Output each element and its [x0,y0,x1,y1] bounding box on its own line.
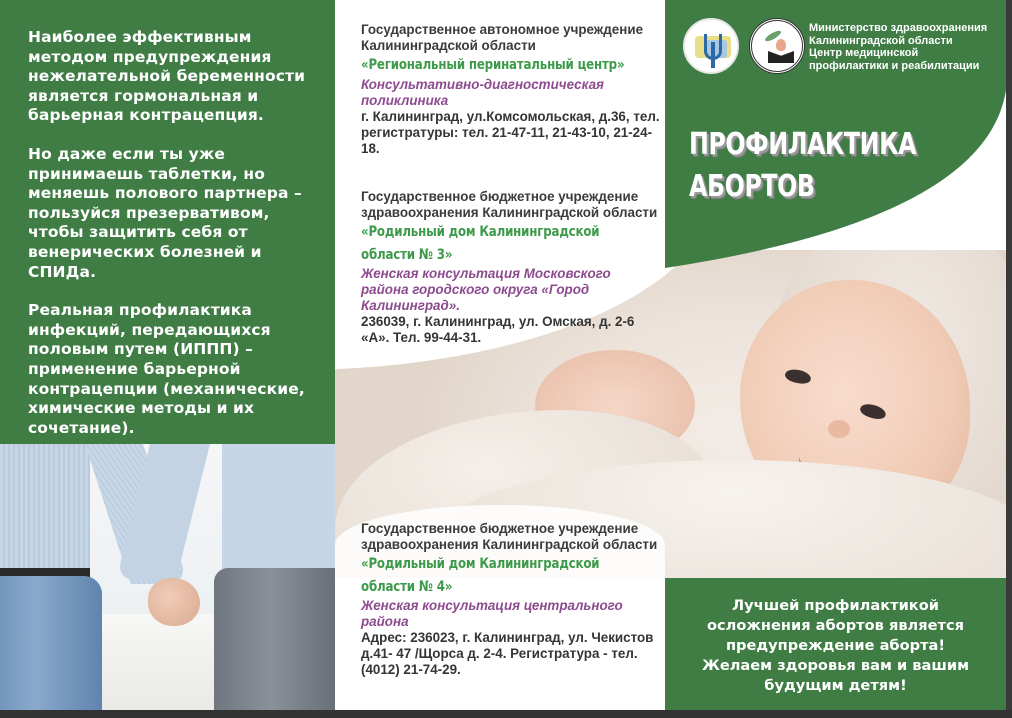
medical-prevention-center-emblem-icon [749,18,805,74]
contacts-panel [335,0,665,710]
joined-hands [148,578,200,626]
org-address: Адрес: 236023, г. Калининград, ул. Чекистов д.41- 47 /Щорса д. 2-4. Регистратура - тел. (4012) 21-74-29. [361,630,654,678]
woman-sweater [0,444,90,572]
org-maternity-4 [361,521,661,679]
org-department: Женская консультация Московского района городского округа «Город Калининград». [361,266,611,313]
org-maternity-3 [361,189,661,346]
baby-nose [828,420,850,438]
org-gov-type: Государственное бюджетное учреждение здравоохранения Калининградской области [361,521,658,552]
closing-line: осложнения абортов является [706,617,964,634]
ministry-line: Министерство здравоохранения [809,22,988,34]
couple-holding-hands-photo [0,444,335,710]
closing-line: Желаем здоровья вам и вашим [701,657,970,674]
closing-line: будущим детям! [764,677,907,694]
ministry-line: Калининградской области [809,34,953,47]
org-name-line1: «Родильный дом Калининградской [361,555,600,572]
org-gov-type: Государственное автономное учреждение Калининградской области [361,22,644,53]
left-info-panel [0,0,335,444]
man-sweater [222,444,335,574]
page-edge-right [1006,0,1012,718]
org-address: 236039, г. Калининград, ул. Омская, д. 2-6 «А». Тел. 99-44-31. [361,314,635,346]
page-title [689,124,916,208]
contraception-paragraph: Наиболее эффективным методом предупреждения нежелательной беременности является гормональная и барьерная контрацепция. [28,28,306,125]
logos-row [683,18,805,74]
title-panel [665,0,1006,270]
ministry-of-health-emblem-icon [683,18,739,74]
org-perinatal-center [361,22,661,157]
ministry-line: Центр медицинской [809,47,919,60]
condom-paragraph: Но даже если ты уже принимаешь таблетки, но меняешь полового партнера – пользуйся презервативом, чтобы защитить себя от венерических болезней и СПИДа. [28,144,302,281]
closing-line: предупреждение аборта! [725,637,946,654]
org-name-line2: области № 4» [361,577,453,595]
org-name: «Региональный перинатальный центр» [361,56,625,73]
ministry-caption [809,22,987,72]
org-department: Консультативно-диагностическая поликлиника [361,76,604,108]
closing-message-box [665,578,1006,710]
title-line-1: ПРОФИЛАКТИКА [689,127,917,162]
woman-jeans [0,576,102,710]
org-name-line2: области № 3» [361,245,453,263]
org-name-line1: «Родильный дом Калининградской [361,223,600,240]
ministry-line: профилактики и реабилитации [809,59,980,72]
closing-line: Лучшей профилактикой [732,597,939,614]
man-jeans [214,568,335,710]
org-address: г. Калининград, ул.Комсомольская, д.36, тел. регистратуры: тел. 21-47-11, 21-43-10, 21-24-18. [361,108,660,156]
org-department: Женская консультация центрального района [361,598,623,629]
org-gov-type: Государственное бюджетное учреждение здравоохранения Калининградской области [361,189,658,220]
sti-prevention-paragraph: Реальная профилактика инфекций, передающихся половым путем (ИППП) – применение барьерной контрацепции (механические, химические методы и их сочетание). [28,301,305,437]
title-line-2: АБОРТОВ [689,169,815,204]
page-edge-bottom [0,710,1012,718]
